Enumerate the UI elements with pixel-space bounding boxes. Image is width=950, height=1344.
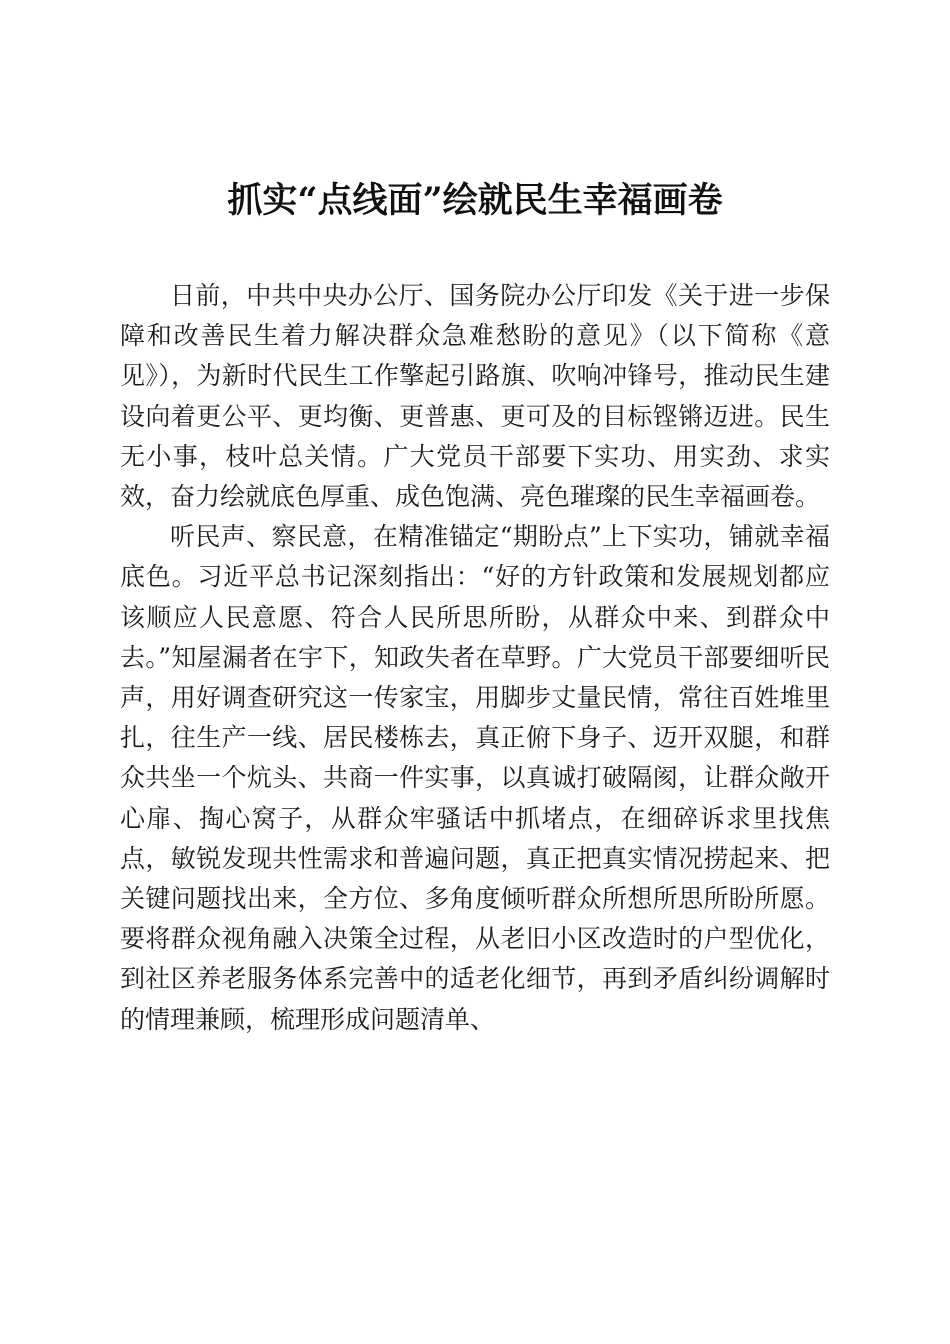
document-body [120,276,830,1040]
document-title: 抓实“点线面”绘就民生幸福画卷 [227,180,723,221]
paragraph-2: 听民声、察民意，在精准锚定“期盼点”上下实功，铺就幸福底色。习近平总书记深刻指出：“好的方针政策和发展规划都应该顺应人民意愿、符合人民所思所盼，从群众中来、到群众中去。”知屋漏者在宇下，知政失者在草野。广大党员干部要细听民声，用好调查研究这一传家宝，用脚步丈量民情，常往百姓堆里扎，往生产一线、居民楼栋去，真正俯下身子、迈开双腿，和群众共坐一个炕头、共商一件实事，以真诚打破隔阂，让群众敞开心扉、掏心窝子，从群众牢骚话中抓堵点，在细碎诉求里找焦点，敏锐发现共性需求和普遍问题，真正把真实情况捞起来、把关键问题找出来，全方位、多角度倾听群众所想所思所盼所愿。要将群众视角融入决策全过程，从老旧小区改造时的户型优化，到社区养老服务体系完善中的适老化细节，再到矛盾纠纷调解时的情理兼顾，梳理形成问题清单、 [120,522,830,1034]
paragraph-1: 日前，中共中央办公厅、国务院办公厅印发《关于进一步保障和改善民生着力解决群众急难愁盼的意见》（以下简称《意见》），为新时代民生工作擎起引路旗、吹响冲锋号，推动民生建设向着更公平、更均衡、更普惠、更可及的目标铿锵迈进。民生无小事，枝叶总关情。广大党员干部要下实功、用实劲、求实效，奋力绘就底色厚重、成色饱满、亮色璀璨的民生幸福画卷。 [120,281,830,512]
